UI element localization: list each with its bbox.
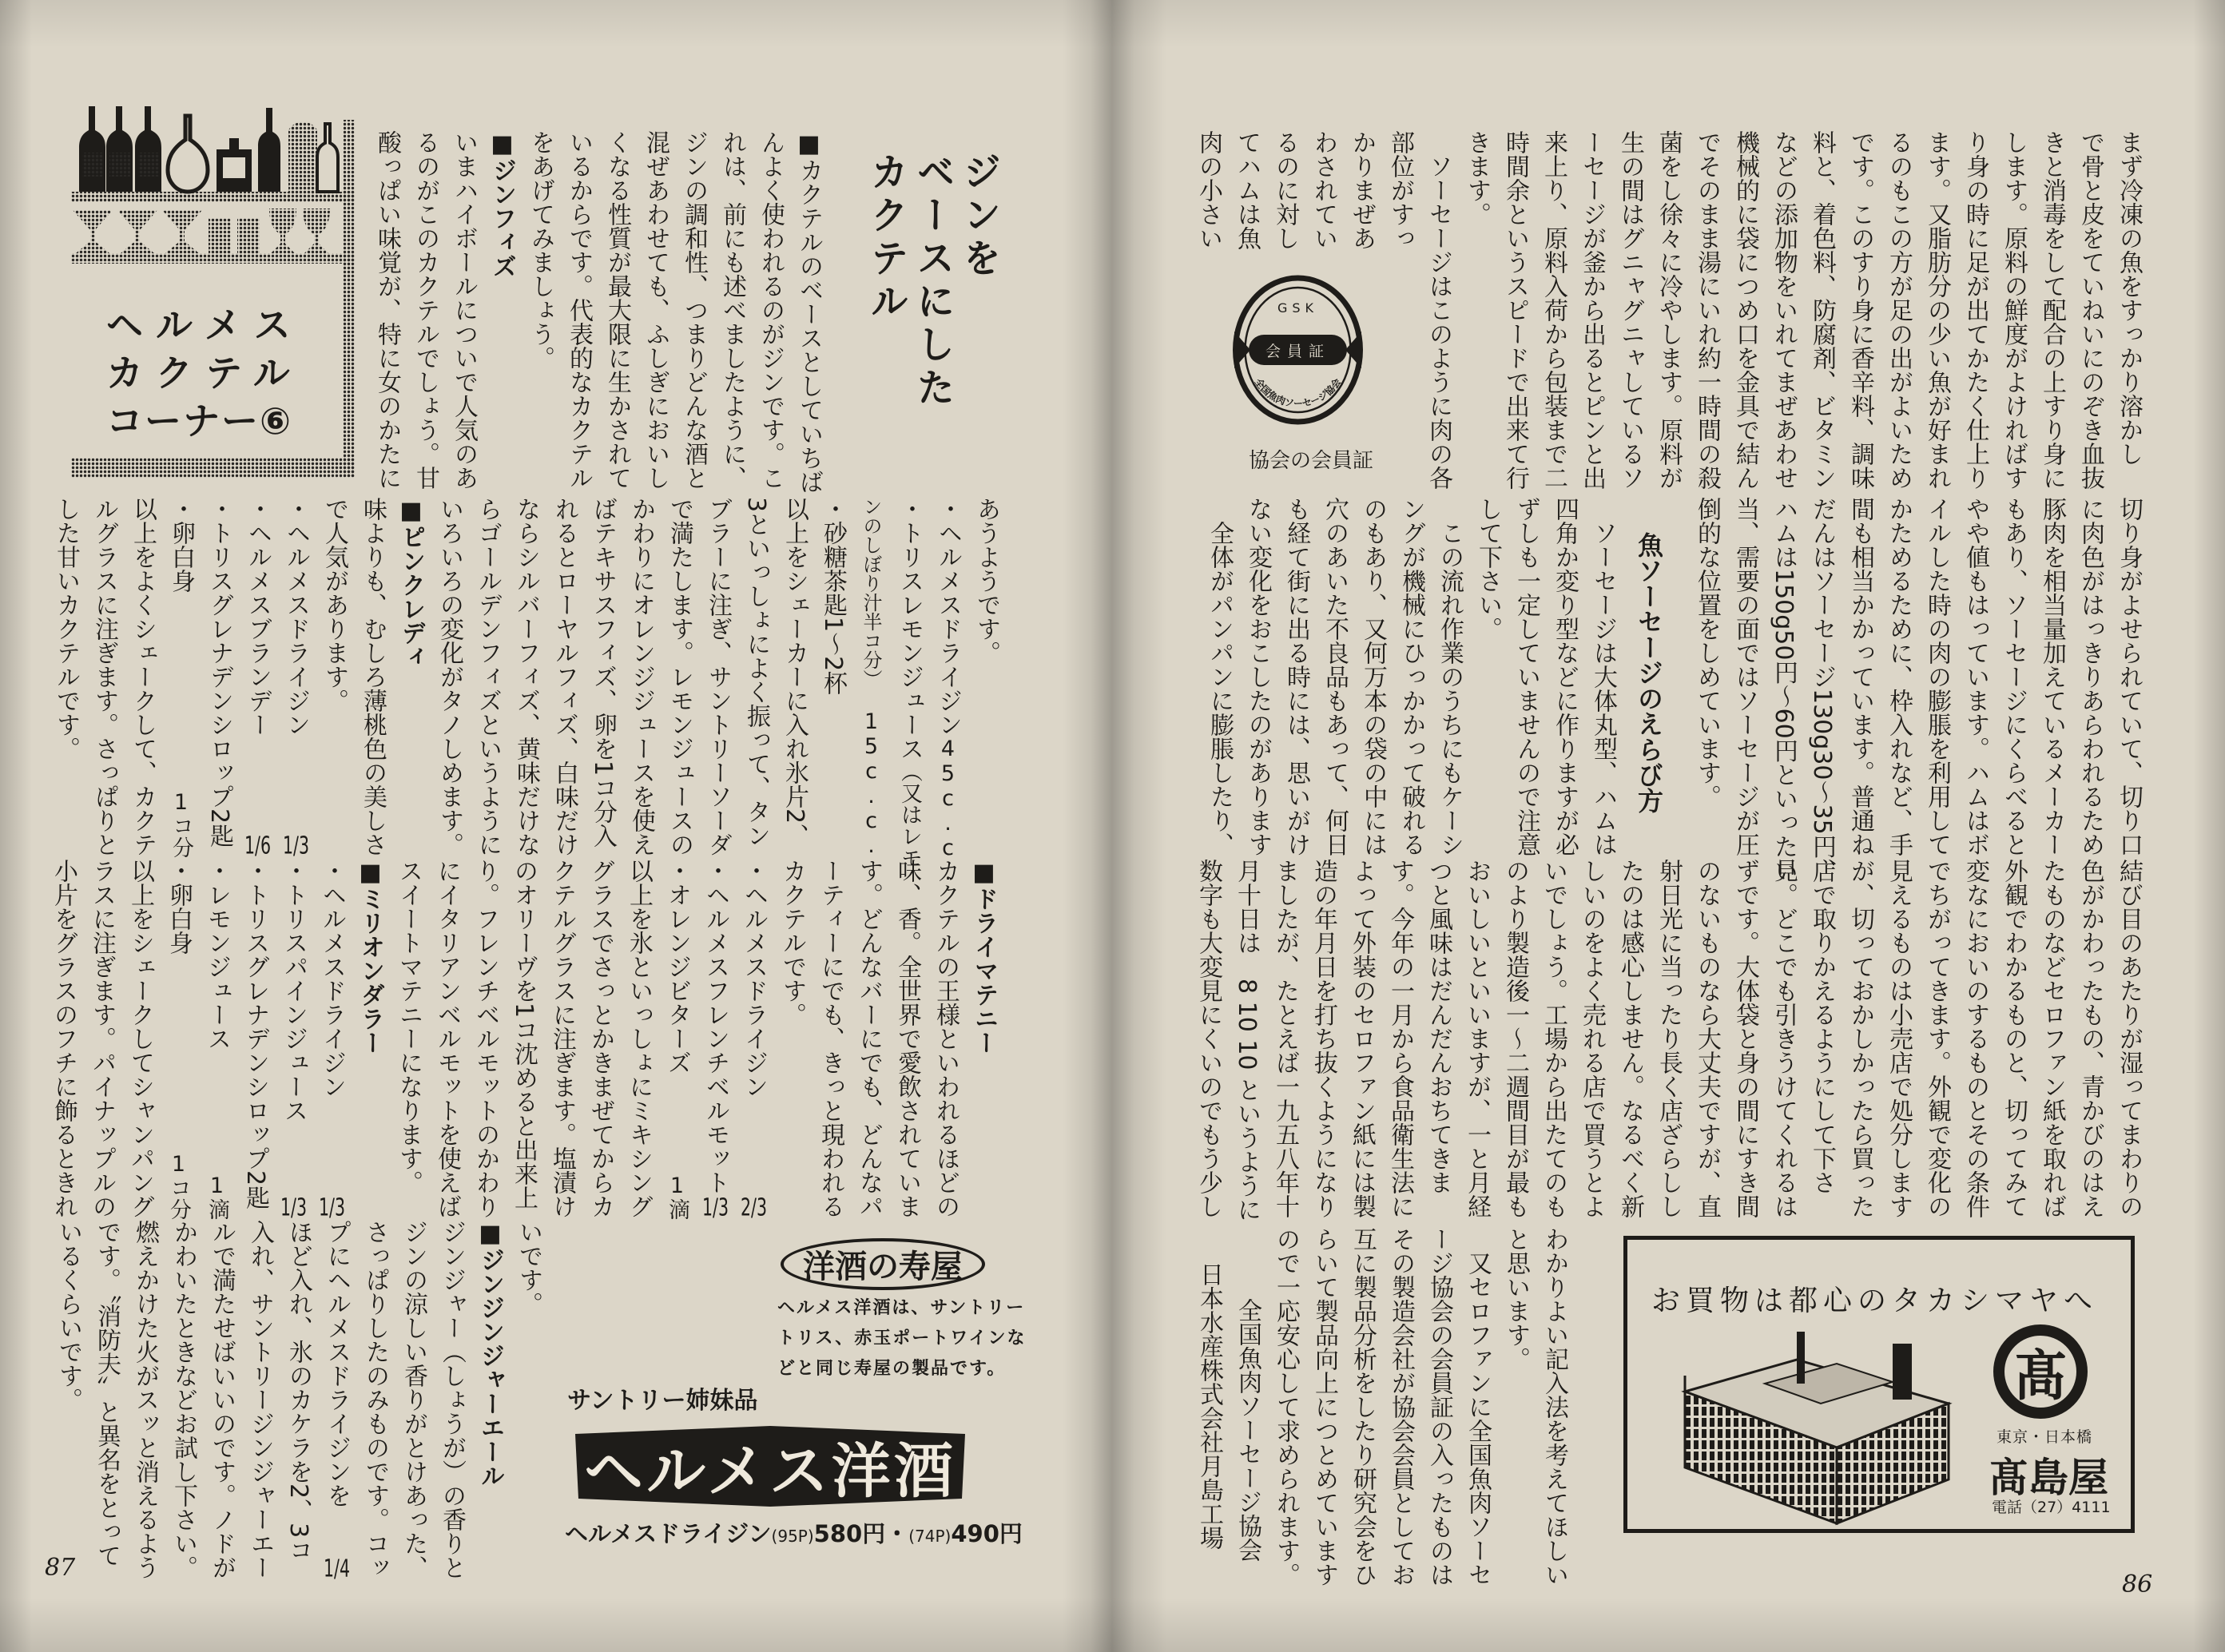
text-column: あうようです。 (972, 497, 1000, 665)
section-heading (471, 1220, 509, 1581)
store-name: 髙島屋 (1989, 1455, 2108, 1501)
ingredient-line (852, 497, 890, 858)
text-column: かわりにオレンジジュースを使え (627, 497, 655, 856)
ingredient-amount: 1/3 (319, 1196, 345, 1220)
ingredient-amount: 1滴 (665, 1173, 689, 1220)
text-column: ・トリスグレナデンシロップ2匙 (205, 497, 233, 848)
text-column: です。このすり身に香辛料、調味 (1846, 130, 1874, 490)
line-text: 日本水産株式会社月島工場 (1195, 1262, 1223, 1550)
text-column: ので一応安心して求められます。 (1272, 1227, 1300, 1586)
ingredient-amount: 1コ分 (169, 790, 193, 858)
text-column: いでしょう。工場から出たてのも (1540, 859, 1567, 1218)
text-column: 倒的な位置をしめています。 (1693, 497, 1721, 808)
svg-text:全国魚肉ソーセージ協会 (1253, 376, 1344, 409)
line-text: ・卵白身 (165, 859, 193, 955)
text-column: 当、需要の面ではソーセージが圧 (1731, 497, 1759, 856)
text-column: 切り身がよせられていて、切り口 (2115, 497, 2143, 856)
sausage-article-block-4 (1190, 1227, 1573, 1588)
line-text: ■ドライマテニー (970, 859, 998, 1054)
corner-title-line2: カクテル (106, 351, 303, 395)
line-text: ・トリスパインジュース (280, 859, 308, 1122)
text-column: ほど入れ、氷のカケラを2、3コ (284, 1220, 312, 1563)
ingredient-amount: 1コ分 (166, 1152, 191, 1220)
section-heading (964, 859, 1003, 1220)
text-column: が、切っておかしかったら買った (1846, 859, 1874, 1218)
badge-center-text: 会員証 (1265, 343, 1331, 360)
text-column: 射日光に当ったり長く店ざらしし (1655, 859, 1683, 1218)
text-column: れは、前にも述べましたように、 (718, 130, 746, 490)
text-column: ングが機械にひっかかって破れる (1397, 497, 1425, 856)
ingredient-amount: 2/3 (741, 1196, 767, 1220)
text-column: ジンジャー（しょうが）の香りと (438, 1220, 466, 1579)
org-column (1228, 1227, 1266, 1588)
text-column: くなる性質が最大限に生かされて (603, 130, 631, 490)
text-column: にイタリアンベルモットを使えば (433, 859, 461, 1218)
text-column: 味よりも、むしろ薄桃色の美しさ (359, 497, 387, 856)
corner-title-line3: コーナー⑥ (106, 399, 292, 443)
sausage-article-block-3 (1189, 859, 2148, 1220)
line-text: ■ジンフィズ (488, 130, 516, 278)
article-title (863, 152, 1002, 519)
text-column: 四角か変り型などに作りますが必 (1551, 497, 1579, 856)
line-text: ■ピンクレディ (397, 497, 425, 669)
text-column: おいしいといいますが、一と月経 (1463, 859, 1491, 1218)
text-column: カクテルです。 (778, 859, 806, 1027)
text-column: 機械的に袋につめ口を金具で結ん (1731, 130, 1759, 490)
ingredient-amount: 45c.c. (936, 737, 960, 885)
ingredient-line (197, 859, 236, 1220)
text-column: かわいたときなどお試し下さい。 (169, 1220, 197, 1579)
line-text: ・ヘルメスドライジン (934, 497, 962, 737)
takashimaya-logo: 髙 (1993, 1324, 2088, 1419)
text-column: 色がかわったもの、青かびのはえ (2076, 859, 2104, 1218)
text-column: ソーセージは大体丸型、ハムは (1589, 497, 1617, 856)
text-column: ブラーに注ぎ、サントリーソーダ (704, 497, 732, 856)
text-column: この流れ作業のうちにもケーシ (1436, 497, 1464, 856)
store-location: 東京・日本橋 (1997, 1428, 2093, 1446)
text-column: で満たします。レモンジュースの (666, 497, 693, 856)
text-column: ならシルバーフィズ、黄味だけな (512, 497, 540, 856)
section-heading (1630, 497, 1668, 858)
line-text: ・ヘルメスドライジン (282, 497, 310, 737)
text-column: いです。 (515, 1220, 542, 1316)
text-column: もあり、ソーセージにくらべると (2000, 497, 2028, 856)
text-column: きます。 (1463, 130, 1491, 226)
text-column: やや値もはっています。ハムはボ (1961, 497, 1989, 856)
article-title-line: カクテル (864, 152, 908, 324)
text-column: です。〝消防夫〟と異名をとって (93, 1220, 121, 1567)
cocktail-corner-illustration (71, 106, 359, 479)
text-column: す。今年の一月から食品衛生法に (1386, 859, 1414, 1218)
text-column: グラスでさっとかきまぜてからカ (586, 859, 614, 1218)
text-column: イルした時の肉の膨脹を利用して (1923, 497, 1951, 856)
text-column: ましたが、たとえば一九五八年十 (1271, 859, 1299, 1218)
page-number: 86 (2122, 1571, 2153, 1598)
text-column: 造の年月日を打ち抜くようになり (1309, 859, 1337, 1218)
ingredient-line (238, 497, 276, 858)
ingredient-amount: 1/3 (702, 1196, 729, 1220)
text-column: で骨と皮をていねいにのぞき血抜 (2076, 130, 2104, 490)
text-column: と思います。 (1502, 1227, 1530, 1371)
article-title-line: ベースにした (910, 152, 955, 411)
text-column: 見えるものは小売店で処分します (1885, 859, 1913, 1218)
text-column: 酸っぱい味覚が、特に女のかたに (373, 130, 401, 490)
ingredient-amount: 1/4 (324, 1557, 350, 1581)
text-column: ・トリスグレナデンシロップ2匙 (241, 859, 269, 1210)
text-column: しいのをよく売れる店で買うとよ (1578, 859, 1606, 1218)
text-column: まず冷凍の魚をすっかり溶かし (2115, 130, 2143, 466)
store-phone: 電話（27）4111 (1992, 1499, 2111, 1516)
text-column: に肉色がはっきりあらわれるため (2076, 497, 2104, 856)
corner-title-line1: ヘルメス (106, 304, 304, 347)
line-text: ・ヘルメスドライジン (740, 859, 768, 1098)
text-column: り身の時に足が出てかたく仕上り (1961, 130, 1989, 490)
text-column: などの添加物をいれてまぜあわせ (1770, 130, 1798, 490)
text-column: 全体がパンパンに膨脹したり、 (1206, 497, 1234, 856)
ingredient-line (734, 859, 773, 1220)
text-column: だんはソーセージ130g30～35円、 (1808, 497, 1836, 883)
brand-name: ヘルメス洋酒 (584, 1436, 956, 1506)
text-column: ーセージが釜から出るとピンと出 (1578, 130, 1606, 490)
text-column: して下さい。 (1474, 497, 1502, 641)
text-column: で人気があります。 (320, 497, 348, 713)
text-column: でそのまま湯にいれ約一時間の殺 (1693, 130, 1721, 490)
ad-body-line: どと同じ寿屋の製品です。 (777, 1359, 1007, 1379)
text-column: カクテルの王様といわれるほどの (932, 859, 960, 1218)
text-column: ルで満たせばいいのです。ノドが (208, 1220, 236, 1579)
text-column: 料と、着色料、防腐剤、ビタミン (1808, 130, 1836, 490)
text-column: いるからです。代表的なカクテル (565, 130, 593, 490)
ingredient-line (928, 497, 967, 885)
badge-top-text: GSK (1277, 300, 1319, 316)
company-column (1190, 1227, 1228, 1588)
text-column: つと風味はだんだんおちてきま (1424, 859, 1452, 1194)
text-column: 肉の小さい (1194, 130, 1222, 250)
price-line (565, 1516, 1023, 1549)
text-column: のないものなら大丈夫ですが、直 (1693, 859, 1721, 1218)
price: 580円 (813, 1520, 886, 1547)
text-column: ージ協会の会員証の入ったものは (1425, 1227, 1453, 1586)
text-column: ・砂糖茶匙1～2杯 (819, 497, 847, 696)
text-column: のもあり、又何万本の袋の中には (1359, 497, 1387, 856)
text-column: 互に製品分析をしたり研究会をひ (1349, 1227, 1377, 1586)
ingredient-line (696, 859, 734, 1220)
separator: ・ (885, 1520, 909, 1547)
gin-article-block-4 (49, 1220, 547, 1581)
bottle-size: (95P) (771, 1527, 814, 1546)
line-text: ・ヘルメスブランデー (244, 497, 272, 737)
kotobukiya-logo: 洋酒の寿屋 (781, 1238, 985, 1290)
text-column: 以上をシェーカーに入れ氷片2、 (781, 497, 809, 848)
line-text: プにヘルメスドライジンを (323, 1220, 351, 1507)
text-column: す。どんなバーにでも、どんなパ (855, 859, 883, 1218)
text-column: スイートマテニーになります。 (395, 859, 423, 1194)
text-column: いるくらいです。 (54, 1220, 82, 1412)
text-column: 外観でわかるものと、切ってみて (2000, 859, 2028, 1218)
text-column: 混ぜあわせても、ふしぎにおいし (642, 130, 669, 490)
text-column: 以上をよくシェークして、カクテ (129, 497, 157, 856)
text-column: ジンの涼しい香りがとけあった、 (399, 1220, 427, 1579)
glass-icons (73, 208, 330, 253)
product-name: ヘルメスドライジン (565, 1520, 772, 1547)
text-column: ずしも一定していませんので注意 (1512, 497, 1540, 856)
badge-caption: 協会の会員証 (1249, 449, 1374, 473)
text-column: るのがこのカクテルでしょう。甘 (411, 130, 439, 490)
line-text: ・トリスレモンジュース (896, 497, 924, 760)
text-column: のオリーヴを1コ沈めると出来上 (510, 859, 538, 1210)
ingredient-amount: 1/3 (283, 834, 309, 858)
bottle-size: (74P) (908, 1527, 952, 1546)
line-text: ・卵白身 (167, 497, 195, 593)
text-column: かりまぜあ (1348, 130, 1376, 250)
page-number: 87 (45, 1554, 76, 1582)
text-column: も経て街に出る時には、思いがけ (1282, 497, 1310, 856)
text-column: ハムは150g50円～60円といった見 (1770, 497, 1798, 883)
line-text: ・レモンジュース (203, 859, 231, 1050)
ingredient-line (317, 1220, 356, 1581)
text-column: ます。又脂肪分の少い魚が好まれ (1923, 130, 1951, 490)
ingredient-line (161, 497, 200, 858)
text-column: クテルグラスに注ぎます。塩漬け (548, 859, 576, 1218)
ingredient-amount: 1/3 (280, 1196, 307, 1220)
text-column: 時間余というスピードで出来て行 (1501, 130, 1529, 490)
badge-arc-text: 全国魚肉ソーセージ協会 (1252, 376, 1344, 410)
ingredient-line (658, 859, 696, 1220)
text-column: り。フレンチベルモットのかわり (471, 859, 499, 1218)
text-column: い。どこでも引きうけてくれるは (1770, 859, 1798, 1218)
text-column: らいて製品向上につとめています (1310, 1227, 1338, 1586)
text-column: るのもこの方が足の出がよいため (1885, 130, 1913, 490)
line-text: ■ジンジンジャーエール (476, 1220, 504, 1487)
ad-tagline: サントリー姉妹品 (567, 1387, 758, 1415)
text-column: した甘いカクテルです。 (52, 497, 80, 760)
text-column: ソーセージはこのように肉の各 (1424, 130, 1452, 490)
text-column: 来上り、原料入荷から包装まで二 (1540, 130, 1567, 490)
text-column: ーティーにでも、きっと現われる (816, 859, 844, 1218)
text-column: します。原料の鮮度がよければす (2000, 130, 2028, 490)
text-column: たものなどセロファン紙を取れば (2038, 859, 2066, 1218)
line-text: 魚ソーセージのえらび方 (1634, 532, 1664, 813)
text-column: 結び目のあたりが湿ってまわりの (2115, 859, 2143, 1218)
text-column: 穴のあいた不良品もあって、何日 (1321, 497, 1349, 856)
text-column: 店で取りかえるようにして下さ (1808, 859, 1836, 1194)
text-column: 生の間はグニャグニャしているソ (1616, 130, 1644, 490)
ingredient-amount: 15c.c. (859, 709, 884, 858)
text-column: ■カクテルのベースとしていちば (795, 130, 823, 494)
price: 490円 (951, 1520, 1023, 1547)
gsk-member-badge-icon (1231, 274, 1365, 426)
text-column: ルグラスに注ぎます。さっぱりと (90, 497, 118, 856)
text-column: ずです。大体袋と身の間にすき間 (1731, 859, 1759, 1218)
text-column: 月十日は 8 10 10 というように (1233, 859, 1261, 1222)
gin-article-block-2 (46, 497, 1005, 885)
ingredient-line (890, 497, 928, 868)
text-column: 又セロファンに全国魚肉ソーセ (1464, 1227, 1492, 1586)
department-store-building-icon (1677, 1328, 1957, 1527)
line-text: ・オレンジビターズ (663, 859, 691, 1074)
article-title-line: ジンを (956, 152, 1001, 281)
ingredient-line (312, 859, 351, 1220)
text-column: をあげてみましょう。 (526, 130, 554, 370)
text-column: たのは感心しません。なるべく新 (1616, 859, 1644, 1218)
takashimaya-ad (1623, 1236, 2135, 1533)
text-column: 部位がすっ (1386, 130, 1414, 250)
text-column: れるとローヤルフィズ、白味だけ (550, 497, 578, 856)
text-column: 以上をシェークしてシャンパング (126, 859, 154, 1218)
line-text: ・ヘルメスドライジン (318, 859, 346, 1098)
text-column: ラスに注ぎます。パイナップルの (88, 859, 116, 1218)
text-column: わされてい (1309, 130, 1337, 250)
gin-article-block-3 (44, 859, 1003, 1220)
text-column: 小片をグラスのフチに飾るときれ (50, 859, 77, 1218)
text-column: かためるために、枠入れなど、手 (1885, 497, 1913, 856)
ingredient-amount: 1/6 (244, 834, 271, 858)
line-text: ンのしぼり汁半コ分） (860, 497, 882, 689)
ad-body-line: トリス、赤玉ポートワインな (777, 1328, 1027, 1348)
section-heading (391, 497, 430, 858)
text-column: わかりよい記入法を考えてほしい (1540, 1227, 1568, 1586)
text-column: ない変化をおこしたのがあります (1244, 497, 1272, 856)
text-column: るのに対し (1271, 130, 1299, 250)
text-column: さっぱりしたのみものです。コッ (361, 1220, 389, 1579)
bottle-icons (79, 106, 338, 192)
text-column: ジンの調和性、つまりどんな酒と (680, 130, 708, 490)
text-column: ばテキサスフィズ、卵を1コ分入 (589, 497, 617, 848)
line-text: ・ヘルメスフレンチベルモット (701, 859, 729, 1194)
ingredient-line (159, 859, 197, 1220)
text-column: のより製造後一～二週間目が最も (1501, 859, 1529, 1218)
line-text: 全国魚肉ソーセージ協会 (1234, 1298, 1261, 1562)
text-column: よって外装のセロファン紙には製 (1348, 859, 1376, 1218)
text-column: らゴールデンフィズというように (474, 497, 502, 856)
text-column: いろいろの変化がタノしめます。 (435, 497, 463, 856)
ingredient-line (276, 497, 315, 858)
section-heading (351, 859, 389, 1220)
ingredient-amount: 1滴 (205, 1173, 229, 1220)
hermes-brand-banner (575, 1426, 965, 1507)
text-column: 豚肉を相当量加えているメーカー (2038, 497, 2066, 856)
text-column: 味、香。全世界で愛飲されていま (893, 859, 921, 1218)
text-column: 間も相当かかっています。普通ね (1846, 497, 1874, 856)
ad-body-line: ヘルメス洋酒は、サントリー (777, 1298, 1026, 1318)
text-column: きと消毒をして配合の上すり身に (2038, 130, 2066, 490)
text-column: 燃えかけた火がスッと消えるよう (131, 1220, 159, 1579)
text-column: んよく使われるのがジンです。こ (757, 130, 785, 490)
text-column: いまハイボールについで人気のあ (450, 130, 478, 490)
ad-headline: お買物は都心のタカシマヤへ (1651, 1285, 2099, 1317)
text-column: 3といっしょによく振って、タン (742, 497, 770, 848)
text-column: 以上を氷といっしょにミキシング (625, 859, 653, 1218)
text-column: 変なにおいのするものとその条件 (1961, 859, 1989, 1218)
text-column: 入れ、サントリージンジャーエー (246, 1220, 274, 1579)
text-column: 数字も大変見にくいのでもう少し (1194, 859, 1222, 1218)
ingredient-amount: （又はレモ (897, 760, 922, 868)
gin-article-block-1 (368, 130, 828, 494)
text-column: でちがってきます。外観で変化の (1923, 859, 1951, 1218)
text-column: その製造会社が協会会員としてお (1387, 1227, 1415, 1586)
text-column: 菌をし徐々に冷やします。原料が (1655, 130, 1683, 490)
sausage-article-block-2 (1200, 497, 2148, 883)
ingredient-line (274, 859, 312, 1220)
text-column: てハムは魚 (1233, 130, 1261, 250)
section-heading (483, 130, 521, 491)
line-text: ■ミリオンダラー (356, 859, 384, 1054)
